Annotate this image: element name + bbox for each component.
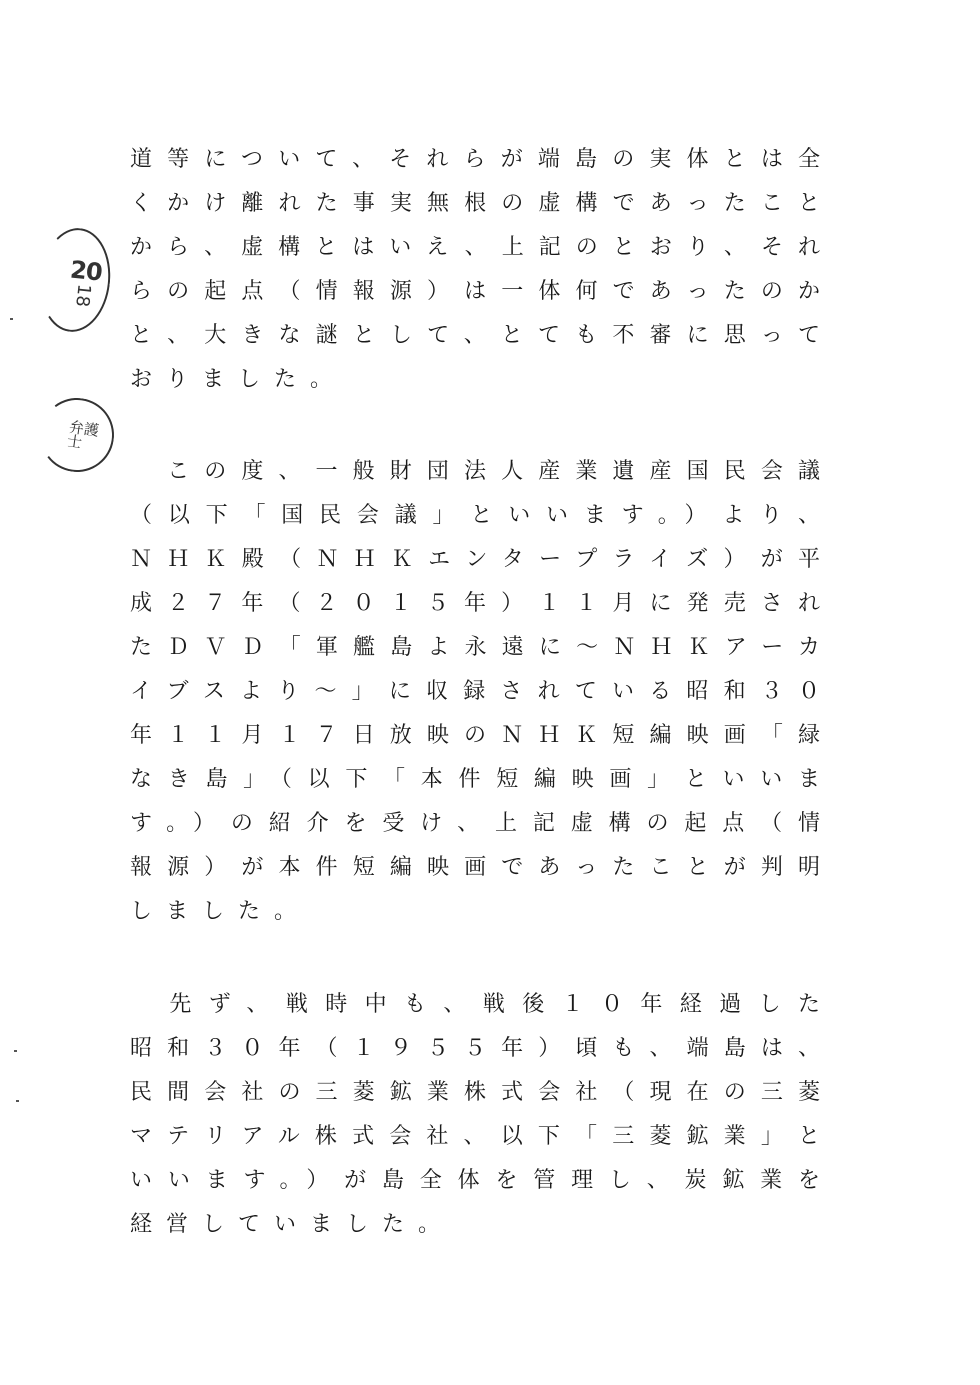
text-line: くかけ離れた事実無根の虚構であったこと [130,191,820,216]
text-line: ＮＨＫ殿（ＮＨＫエンタープライズ）が平 [130,547,820,572]
text-line: 道等について、それらが端島の実体とは全 [130,147,820,172]
text-line: す。）の紹介を受け、上記虚構の起点（情 [130,811,820,836]
text-line: たＤＶＤ「軍艦島よ永遠に～ＮＨＫアーカ [130,635,820,660]
text-line: らの起点（情報源）は一体何であったのか [130,279,820,304]
text-line: おりました。 [130,367,347,392]
text-line: 報源）が本件短編映画であったことが判明 [130,855,820,880]
text-line: 民間会社の三菱鉱業株式会社（現在の三菱 [130,1080,820,1105]
text-line: 昭和３０年（１９５５年）頃も、端島は、 [130,1036,820,1061]
date-stamp-sub: 18 [70,282,95,308]
text-line: しました。 [130,899,311,924]
text-line: 経営していました。 [130,1212,455,1237]
seal-stamp [35,393,119,477]
seal-stamp-text: 弁護士 [65,417,101,452]
text-line: この度、一般財団法人産業遺産国民会議 [130,459,820,484]
paragraph-1 [130,138,820,402]
paragraph-2 [130,450,820,934]
text-line: マテリアル株式会社、以下「三菱鉱業」と [130,1124,820,1149]
date-stamp-main: 20 [68,255,104,287]
text-line: なき島」（以下「本件短編映画」といいま [130,767,820,792]
text-line: 成２７年（２０１５年）１１月に発売され [130,591,820,616]
text-line: いいます。）が島全体を管理し、炭鉱業を [130,1168,820,1193]
text-line: から、虚構とはいえ、上記のとおり、それ [130,235,820,260]
date-stamp [35,225,115,336]
text-line: （以下「国民会議」といいます。）より、 [130,503,820,528]
text-line: と、大きな謎として、とても不審に思って [130,323,820,348]
scan-speck [10,318,13,320]
text-line: 年１１月１７日放映のＮＨＫ短編映画「緑 [130,723,820,748]
paragraph-3 [130,983,820,1247]
text-line: イブスより～」に収録されている昭和３０ [130,679,820,704]
scan-speck [14,1050,17,1052]
text-line: 先ず、戦時中も、戦後１０年経過した [130,992,820,1017]
scan-speck [16,1100,19,1102]
